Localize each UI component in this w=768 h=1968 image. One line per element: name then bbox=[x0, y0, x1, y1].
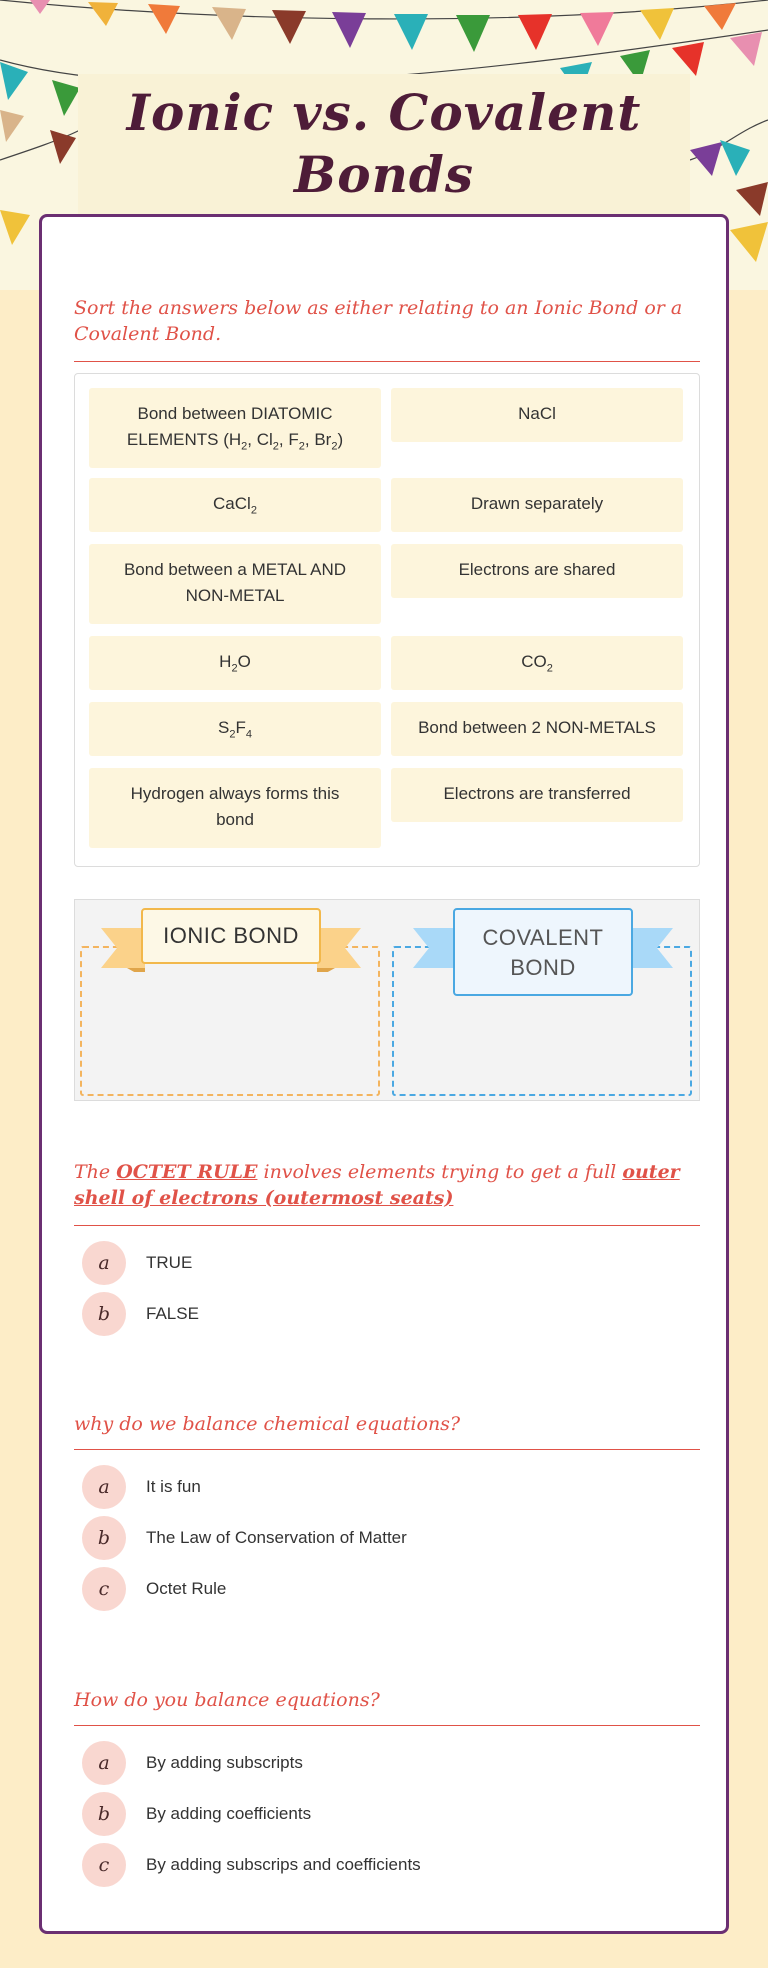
answer-chip[interactable]: Hydrogen always forms this bond bbox=[89, 768, 381, 848]
answer-option[interactable] bbox=[82, 1516, 682, 1560]
octet-question-prompt: The OCTET RULE involves elements trying to get a full outer shell of electrons (outermost seats) bbox=[74, 1161, 680, 1209]
option-text: The Law of Conservation of Matter bbox=[146, 1528, 407, 1547]
divider bbox=[74, 1449, 700, 1450]
answer-chip[interactable]: NaCl bbox=[391, 388, 683, 442]
option-letter-badge: a bbox=[82, 1241, 126, 1285]
answer-chip[interactable]: Bond between DIATOMIC ELEMENTS ($H_2$, $Cl_2$, $F_2$, $Br_2$) bbox=[89, 388, 381, 468]
answer-chip[interactable]: Electrons are shared bbox=[391, 544, 683, 598]
sort-drop-area bbox=[74, 899, 700, 1101]
option-text: By adding subscrips and coefficients bbox=[146, 1855, 421, 1874]
covalent-bond-label: COVALENT BOND bbox=[453, 908, 633, 996]
answer-chip[interactable]: $H_2O$ bbox=[89, 636, 381, 690]
sort-answer-bank bbox=[74, 373, 700, 867]
answer-chip[interactable]: $CO_2$ bbox=[391, 636, 683, 690]
page-title: Ionic vs. Covalent Bonds bbox=[126, 83, 642, 204]
answer-option[interactable] bbox=[82, 1567, 682, 1611]
answer-option[interactable] bbox=[82, 1792, 682, 1836]
divider bbox=[74, 1725, 700, 1726]
answer-chip[interactable]: Drawn separately bbox=[391, 478, 683, 532]
option-text: Octet Rule bbox=[146, 1579, 227, 1598]
option-letter-badge: a bbox=[82, 1741, 126, 1785]
answer-option[interactable] bbox=[82, 1741, 682, 1785]
answer-option[interactable] bbox=[82, 1292, 682, 1336]
answer-option[interactable] bbox=[82, 1843, 682, 1887]
option-letter-badge: c bbox=[82, 1843, 126, 1887]
balance-why-question-prompt: why do we balance chemical equations? bbox=[74, 1413, 461, 1435]
answer-option[interactable] bbox=[82, 1241, 682, 1285]
ionic-bond-label: IONIC BOND bbox=[141, 908, 321, 964]
option-text: TRUE bbox=[146, 1253, 193, 1272]
answer-chip[interactable]: Bond between 2 NON-METALS bbox=[391, 702, 683, 756]
option-letter-badge: b bbox=[82, 1792, 126, 1836]
option-letter-badge: b bbox=[82, 1292, 126, 1336]
option-text: By adding coefficients bbox=[146, 1804, 312, 1823]
worksheet-card bbox=[39, 214, 729, 1934]
answer-chip[interactable]: CaCl$_2$ bbox=[89, 478, 381, 532]
answer-option[interactable] bbox=[82, 1465, 682, 1509]
option-letter-badge: b bbox=[82, 1516, 126, 1560]
option-letter-badge: c bbox=[82, 1567, 126, 1611]
answer-chip[interactable]: Electrons are transferred bbox=[391, 768, 683, 822]
option-text: By adding subscripts bbox=[146, 1753, 303, 1772]
divider bbox=[74, 1225, 700, 1226]
option-text: FALSE bbox=[146, 1304, 199, 1323]
balance-how-question-prompt: How do you balance equations? bbox=[74, 1689, 380, 1711]
divider bbox=[74, 361, 700, 362]
sort-question-prompt: Sort the answers below as either relating to an Ionic Bond or a Covalent Bond. bbox=[74, 297, 683, 345]
option-text: It is fun bbox=[146, 1477, 201, 1496]
title-banner bbox=[78, 74, 690, 216]
answer-chip[interactable]: Bond between a METAL AND NON-METAL bbox=[89, 544, 381, 624]
option-letter-badge: a bbox=[82, 1465, 126, 1509]
answer-chip[interactable]: $S_2F_4$ bbox=[89, 702, 381, 756]
